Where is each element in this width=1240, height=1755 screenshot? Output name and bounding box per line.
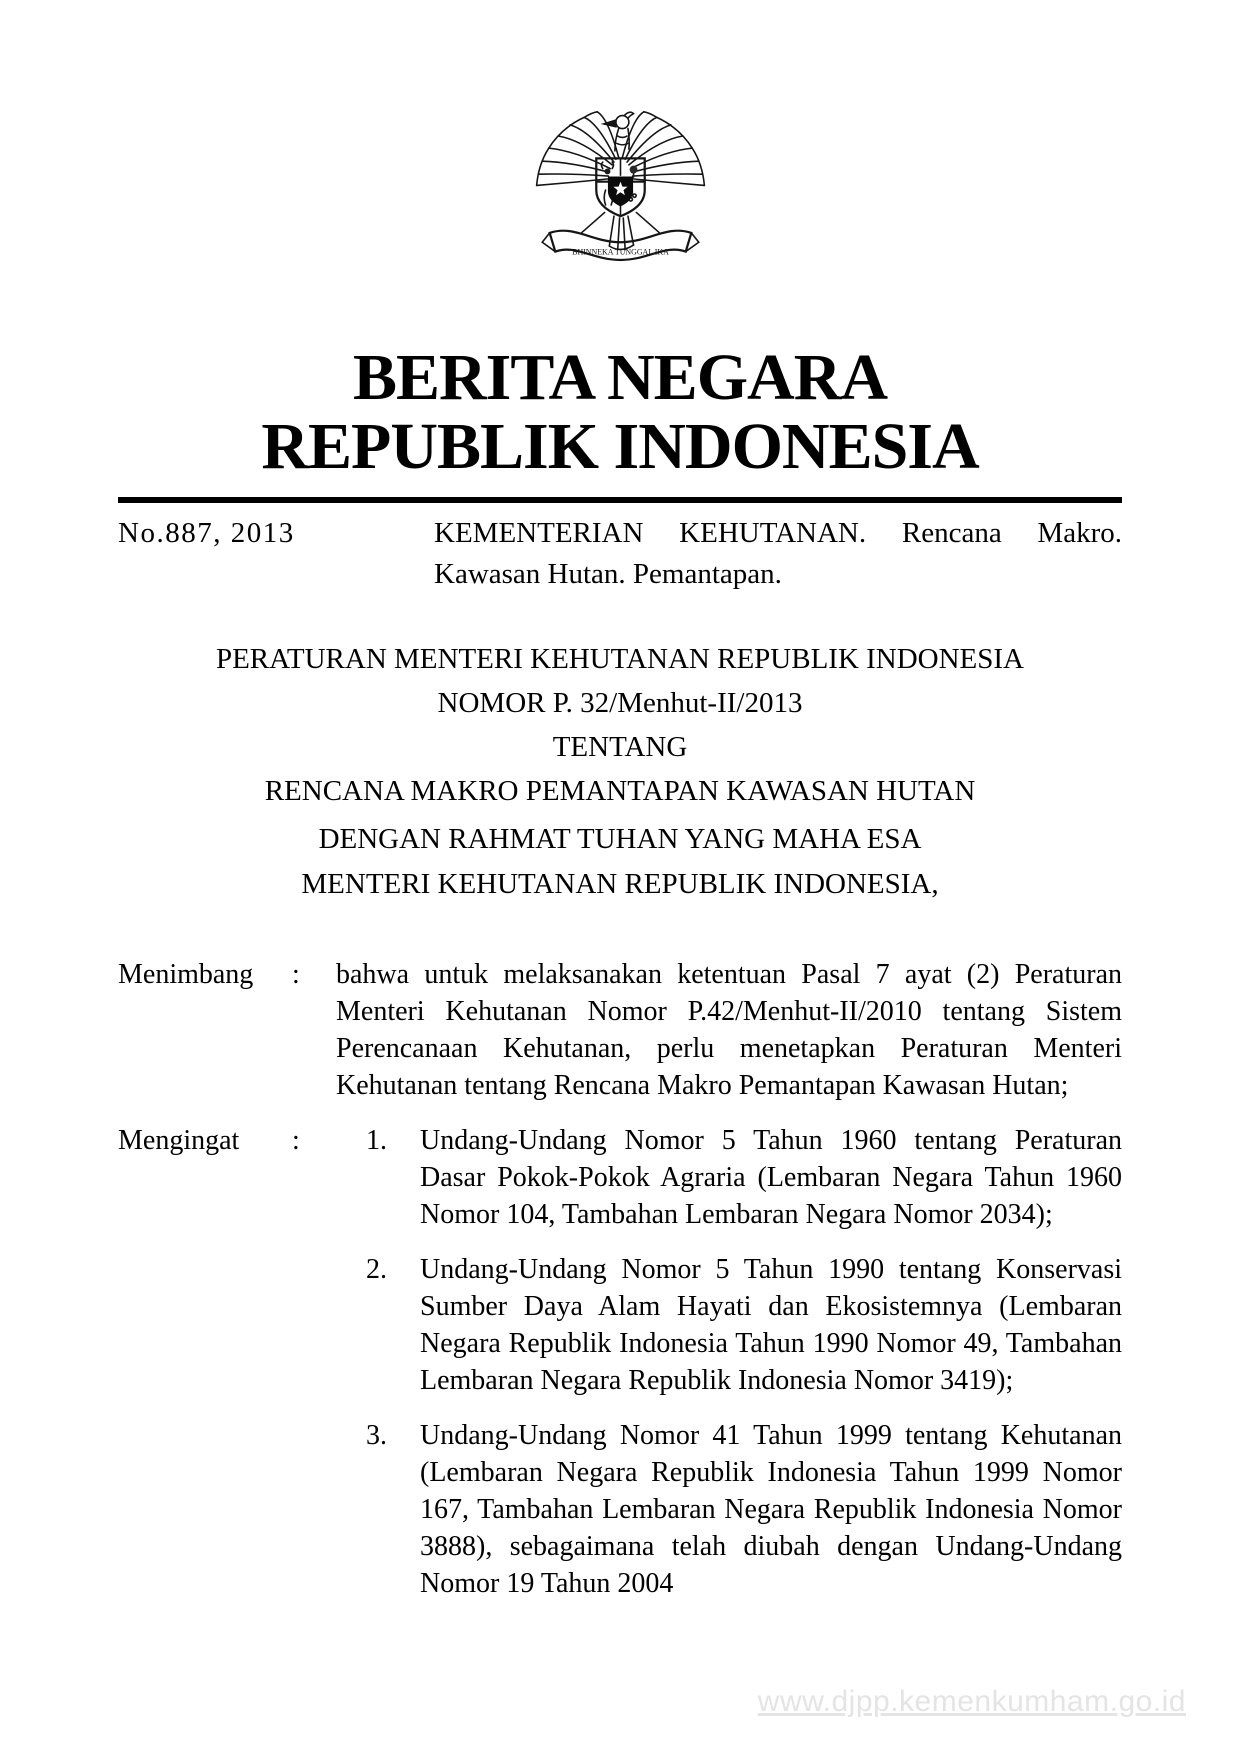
legal-basis-item xyxy=(336,1122,1122,1233)
legal-basis-item-number: 2. xyxy=(366,1254,387,1285)
legal-basis-item-text: Undang-Undang Nomor 5 Tahun 1960 tentang Peraturan Dasar Pokok-Pokok Agraria (Lembaran Negara Tahun 1960 Nomor 104, Tambahan Lembaran Negara Nomor 2034); xyxy=(420,1125,1122,1230)
gazette-subject-line1: KEMENTERIAN KEHUTANAN. Rencana Makro. xyxy=(434,517,1122,549)
masthead-rule xyxy=(118,497,1122,503)
legal-basis-item-text: Undang-Undang Nomor 5 Tahun 1990 tentang Konservasi Sumber Daya Alam Hayati dan Ekosistemnya (Lembaran Negara Republik Indonesia Tahun 1990 Nomor 49, Tambahan Lembaran Negara Republik Indonesia Nomor 3419); xyxy=(420,1254,1122,1396)
legal-basis-item-number: 3. xyxy=(366,1420,387,1451)
invocation-line1: DENGAN RAHMAT TUHAN YANG MAHA ESA xyxy=(318,823,922,855)
regulation-heading-line4: RENCANA MAKRO PEMANTAPAN KAWASAN HUTAN xyxy=(264,775,976,807)
legal-basis-item xyxy=(336,1251,1122,1399)
legal-basis-content xyxy=(336,1122,1122,1602)
regulation-heading-line3: TENTANG xyxy=(552,731,688,763)
invocation-line2: MENTERI KEHUTANAN REPUBLIK INDONESIA, xyxy=(301,868,939,900)
gazette-subject-line2: Kawasan Hutan. Pemantapan. xyxy=(434,558,782,590)
legal-basis-item-text: Undang-Undang Nomor 41 Tahun 1999 tentang Kehutanan (Lembaran Negara Republik Indonesia Tahun 1999 Nomor 167, Tambahan Lembaran Negara Republik Indonesia Nomor 3888), sebagaimana telah diubah dengan Undang-Undang Nomor 19 Tahun 2004 xyxy=(420,1420,1122,1599)
regulation-heading xyxy=(118,641,1122,809)
gazette-number: No.887, 2013 xyxy=(118,517,295,549)
considerations-content xyxy=(336,956,1122,1104)
legal-basis-label: Mengingat xyxy=(118,1125,240,1156)
considerations-clause xyxy=(118,956,1122,1104)
garuda-pancasila-icon xyxy=(518,92,723,290)
gazette-title-line1: BERITA NEGARA xyxy=(352,341,888,414)
regulation-heading-line1: PERATURAN MENTERI KEHUTANAN REPUBLIK INDONESIA xyxy=(215,643,1025,675)
gazette-title xyxy=(118,343,1122,481)
gazette-title-line2: REPUBLIK INDONESIA xyxy=(261,410,979,483)
emblem-container xyxy=(118,0,1122,295)
legal-basis-item xyxy=(336,1417,1122,1602)
emblem-ribbon-text: BHINNEKA TUNGGAL IKA xyxy=(571,247,669,257)
considerations-text: bahwa untuk melaksanakan ketentuan Pasal 7 ayat (2) Peraturan Menteri Kehutanan Nomor P.42/Menhut-II/2010 tentang Sistem Perencanaan Kehutanan, perlu menetapkan Peraturan Menteri Kehutanan tentang Rencana Makro Pemantapan Kawasan Hutan; xyxy=(336,959,1122,1101)
regulation-heading-line2: NOMOR P. 32/Menhut-II/2013 xyxy=(437,687,803,719)
watermark-url: www.djpp.kemenkumham.go.id xyxy=(757,1685,1186,1718)
legal-basis-colon: : xyxy=(292,1125,300,1156)
masthead-row xyxy=(118,513,1122,595)
invocation xyxy=(118,821,1122,902)
legal-basis-item-number: 1. xyxy=(366,1125,387,1156)
legal-basis-clause xyxy=(118,1122,1122,1602)
considerations-colon: : xyxy=(292,959,300,990)
gazette-subject xyxy=(434,513,1122,595)
considerations-label: Menimbang xyxy=(118,959,254,990)
